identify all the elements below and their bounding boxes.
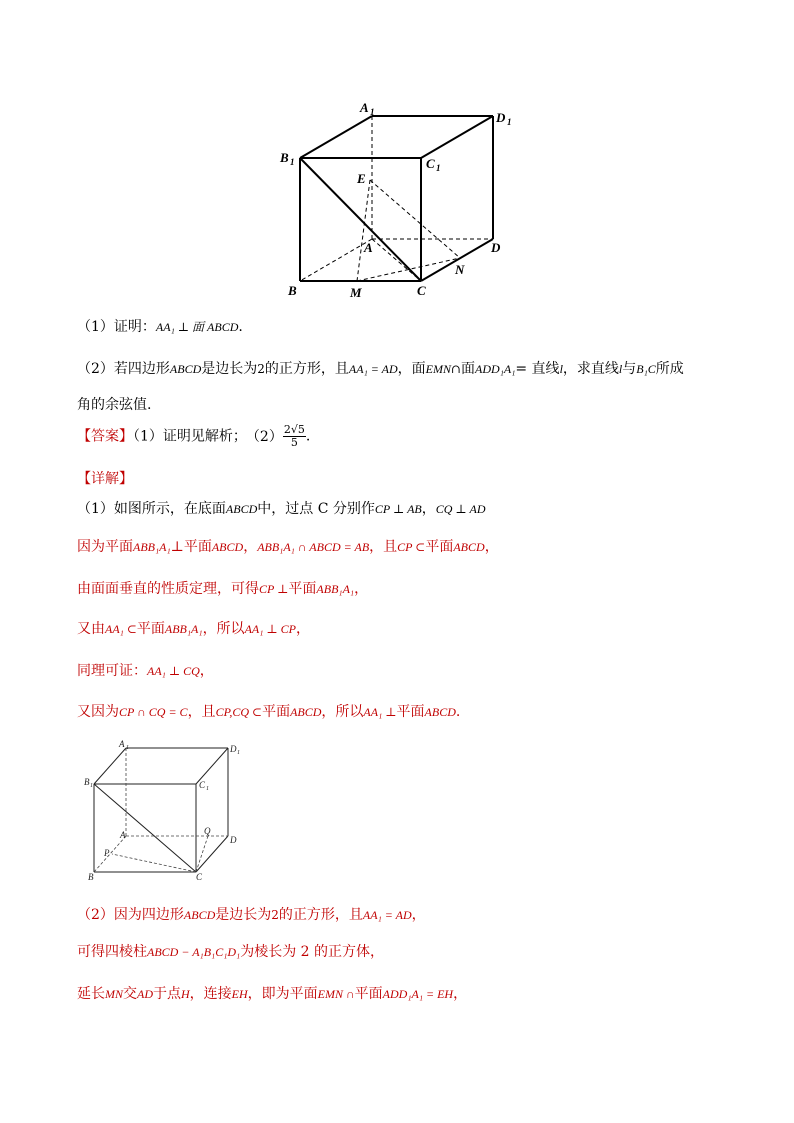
s6-e: CP ∩ CQ = C: [119, 705, 188, 719]
s6-f: ，所以: [321, 704, 364, 720]
s2-b: ⊥平面: [170, 539, 212, 555]
s6-b: ，且: [187, 704, 216, 720]
q2-text-e: 面: [461, 361, 476, 377]
q2-text-c: 的正方形，且: [264, 361, 349, 377]
label-c: C: [417, 283, 426, 298]
s2-p1: ABB₁A₁: [133, 540, 171, 554]
q2-line2-text: 角的余弦值.: [77, 397, 152, 413]
s3-a: 由面面垂直的性质定理，可得: [77, 581, 259, 597]
p3-mn: MN: [105, 987, 123, 1001]
s4-c: ，所以: [202, 621, 245, 637]
s3-b: 平面: [288, 581, 317, 597]
p3-e: ，即为平面: [247, 986, 318, 1002]
s1-c: ，: [421, 501, 436, 517]
q1-expression: AA₁ ⊥ 面 ABCD: [155, 320, 239, 334]
label-e: E: [357, 171, 366, 186]
f2-label-a1-sub: 1: [126, 745, 129, 751]
answer-line: [77, 424, 310, 449]
f2-label-b: B: [88, 872, 94, 882]
f2-label-a1: A: [119, 739, 125, 749]
cube-figure-2: [80, 738, 250, 888]
p2-b: 为棱长为 2 的正方体，: [240, 944, 385, 960]
q2-l2: l: [618, 362, 623, 376]
f2-label-p: P: [104, 848, 110, 858]
label-a: A: [364, 240, 373, 255]
label-b: B: [288, 283, 297, 298]
p1-a: （2）因为四边形: [77, 907, 184, 923]
f2-edge-b1-a1: [94, 748, 126, 784]
s6-abcd: ABCD: [290, 705, 322, 719]
q2-text-i: 所成: [655, 361, 684, 377]
s3-p: ABB₁A₁: [316, 582, 355, 596]
p3-d: ，连接: [189, 986, 232, 1002]
q2-aa1-eq-ad: AA₁ = AD: [348, 362, 398, 376]
label-c1-sub: 1: [436, 163, 441, 173]
p3-ad: AD: [137, 987, 153, 1001]
s2-abcd: ABCD: [453, 540, 485, 554]
edge-b1-a1: [300, 116, 372, 158]
f2-segment-b1-c: [94, 784, 196, 872]
answer-denominator: 5: [290, 436, 298, 449]
f2-segment-c-p: [112, 854, 196, 872]
q2-two: 2: [257, 362, 265, 376]
p2-a: 可得四棱柱: [77, 944, 147, 960]
answer-part1: （1）证明见解析；: [133, 428, 247, 445]
f2-label-c1-sub: 1: [206, 786, 209, 792]
p3-emn: EMN ∩: [317, 987, 355, 1001]
segment-m-n: [357, 258, 460, 281]
f2-hidden-a-b: [94, 836, 126, 872]
cube-figure-1: [270, 98, 540, 303]
p1-e: AA₁ = AD: [362, 908, 412, 922]
edge-d1-c1: [421, 116, 493, 158]
s4-e: AA₁ ⊂: [105, 622, 137, 636]
s1-abcd: ABCD: [225, 502, 258, 516]
s3-c: ，: [354, 581, 369, 597]
s1-cp: CP ⊥ AB: [374, 502, 422, 516]
s6-a: 又因为: [77, 704, 119, 720]
p1-d: ，: [411, 907, 426, 923]
q1-suffix: .: [238, 319, 243, 335]
f2-label-c: C: [196, 872, 203, 882]
p3-b: 交: [123, 986, 137, 1002]
s6-c: CP,CQ ⊂: [215, 705, 263, 719]
p1-c: 的正方形，且: [278, 907, 363, 923]
s2-p2: ABCD: [211, 540, 244, 554]
part2-line-1: [77, 904, 426, 924]
q2-abcd: ABCD: [169, 362, 202, 376]
p3-eh: EH: [231, 987, 248, 1001]
question-1: [77, 316, 243, 336]
label-b1: B: [280, 150, 289, 165]
s2-e: 平面: [425, 539, 454, 555]
question-2-line2: [77, 394, 151, 414]
f2-label-b1: B: [84, 777, 90, 787]
label-b1-sub: 1: [290, 157, 295, 167]
label-d1: D: [496, 110, 506, 125]
q2-b1c: B₁C: [636, 362, 656, 376]
s2-i: ABB₁A₁ ∩ ABCD = AB: [257, 540, 370, 554]
solution-line-1: [77, 498, 485, 518]
p3-add: ADD₁A₁ = EH: [382, 987, 454, 1001]
s1-cq: CQ ⊥ AD: [435, 502, 486, 516]
s2-cp: CP ⊂: [397, 540, 426, 554]
s4-r: AA₁ ⊥ CP: [244, 622, 297, 636]
p3-a: 延长: [77, 986, 105, 1002]
q2-emn: EMN: [425, 362, 451, 376]
p3-c: 于点: [153, 986, 181, 1002]
label-d: D: [491, 240, 501, 255]
answer-part2: （2）: [252, 428, 283, 445]
p3-g: ，: [453, 986, 468, 1002]
label-d1-sub: 1: [507, 117, 512, 127]
s1-a: （1）如图所示，在底面: [77, 501, 226, 517]
f2-edge-c-d: [196, 836, 228, 872]
solution-line-3: [77, 578, 368, 598]
label-a1: A: [360, 100, 369, 115]
solution-line-4: [77, 618, 310, 638]
q2-text-a: （2）若四边形: [77, 361, 170, 377]
q2-l: l: [559, 362, 563, 376]
f2-segment-c-q: [196, 836, 208, 872]
f2-label-a: A: [120, 830, 126, 840]
solution-line-6: [77, 701, 460, 721]
q2-add1a1: ADD₁A₁: [475, 362, 516, 376]
detail-tag: 【详解】: [77, 471, 133, 487]
s4-p: ABB₁A₁: [164, 622, 203, 636]
segment-e-m: [357, 180, 370, 281]
s2-a: 因为平面: [77, 539, 133, 555]
p3-f: 平面: [354, 986, 383, 1002]
s6-g: AA₁ ⊥: [363, 705, 397, 719]
q2-text-h: 与: [622, 361, 637, 377]
q2-text-b: 是边长为: [201, 361, 258, 377]
s1-b: 中，过点 C 分别作: [257, 501, 375, 517]
s6-d: 平面: [262, 704, 291, 720]
f2-label-q: Q: [204, 826, 211, 836]
answer-fraction: [283, 424, 306, 449]
s5-b: ，: [199, 663, 214, 679]
s4-b: 平面: [136, 621, 165, 637]
question-2-line1: [77, 358, 684, 378]
p1-abcd: ABCD: [183, 908, 216, 922]
s5-a: 同理可证：: [77, 663, 147, 679]
solution-line-2: [77, 536, 499, 556]
s6-i: .: [455, 704, 461, 720]
s6-h: 平面: [396, 704, 425, 720]
s2-d: ，且: [369, 539, 398, 555]
label-n: N: [455, 262, 465, 277]
s2-c: ，: [243, 539, 258, 555]
solution-line-5: [77, 660, 214, 680]
q2-text-f: = 直线: [515, 361, 560, 377]
s4-d: ，: [296, 621, 311, 637]
p3-h: H: [181, 987, 190, 1001]
answer-end: .: [305, 428, 311, 445]
f2-label-d1-sub: 1: [237, 750, 240, 756]
answer-numerator: 2√5: [283, 423, 305, 436]
s5-e: AA₁ ⊥ CQ: [147, 664, 200, 678]
p1-two: 2: [271, 908, 279, 922]
p2-e: ABCD − A₁B₁C₁D₁: [147, 945, 241, 959]
segment-e-n: [370, 180, 460, 258]
f2-label-d1: D: [230, 744, 237, 754]
q1-prefix: （1）证明：: [77, 319, 156, 335]
s4-a: 又由: [77, 621, 105, 637]
label-c1: C: [426, 156, 435, 171]
part2-line-3: [77, 983, 467, 1003]
q2-text-d: ，面: [397, 361, 426, 377]
f2-label-c1: C: [199, 780, 206, 790]
s6-abcd2: ABCD: [424, 705, 456, 719]
answer-tag: 【答案】: [77, 428, 133, 445]
s3-e: CP ⊥: [259, 582, 289, 596]
q2-intersect: ∩: [450, 362, 462, 376]
q2-text-g: ，求直线: [562, 361, 619, 377]
f2-label-b1-sub: 1: [90, 783, 93, 789]
f2-edge-d1-c1: [196, 748, 228, 784]
label-a1-sub: 1: [370, 107, 375, 117]
p1-b: 是边长为: [215, 907, 272, 923]
s2-f: ，: [484, 539, 499, 555]
f2-label-d: D: [230, 835, 237, 845]
label-m: M: [350, 285, 362, 300]
part2-line-2: [77, 941, 384, 961]
